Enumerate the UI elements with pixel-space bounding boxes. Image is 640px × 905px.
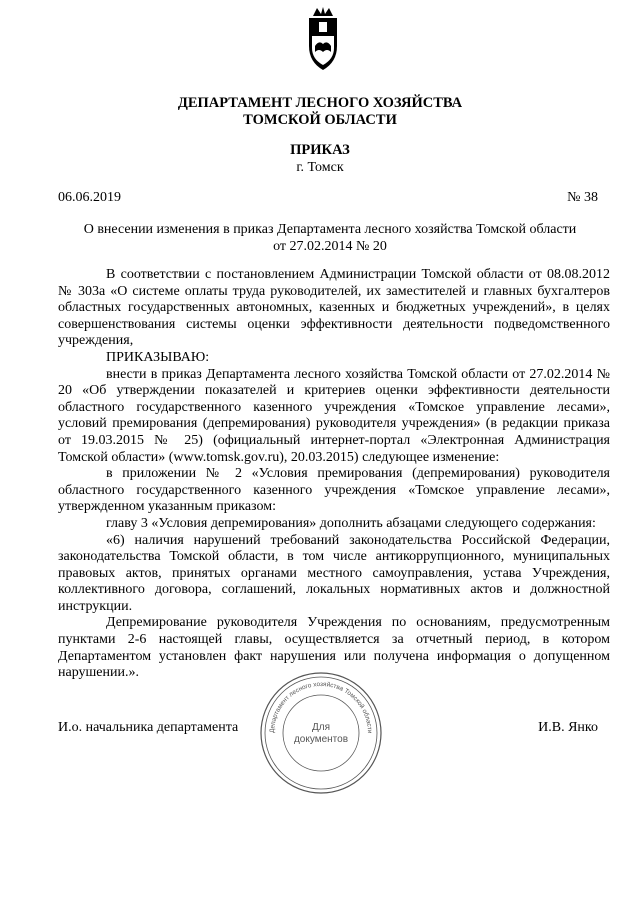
department-name-line1: ДЕПАРТАМЕНТ ЛЕСНОГО ХОЗЯЙСТВА [177,95,463,111]
subject-line2: от 27.02.2014 № 20 [273,239,387,254]
paragraph-chapter: главу 3 «Условия депремирования» дополнить абзацами следующего содержания: [106,515,596,531]
document-subject [40,221,620,255]
document-body [58,267,610,682]
paragraph-item-6: «6) наличия нарушений требований законодательства Российской Федерации, законодательства Томской области, в том числе антикоррупционного, муниципальных правовых актов, принятых органами местного самоуправления, устава Учреждения, коллективного договора, соглашений, локальных нормативных актов и должностной инструкции. [58,532,610,614]
document-date: 06.06.2019 [58,190,121,205]
paragraph-depremiation: Депремирование руководителя Учреждения по основаниям, предусмотренным пунктами 2-6 настоящей главы, осуществляется за отчетный период, в котором Департаментом установлен факт нарушения или получена информация о допущенном нарушении.». [58,615,610,681]
department-name-line2: ТОМСКОЙ ОБЛАСТИ [243,112,397,128]
department-name [0,95,640,129]
signatory-position: И.о. начальника департамента [58,720,239,735]
stamp-outer-text: Департамент лесного хозяйства Томской области [268,680,374,734]
stamp-center-line1: Для [311,722,331,733]
document-type: ПРИКАЗ [290,142,350,158]
coat-of-arms-icon [299,6,347,72]
official-stamp [258,670,384,796]
subject-line1: О внесении изменения в приказ Департамента лесного хозяйства Томской области [83,222,577,237]
paragraph-appendix: в приложении № 2 «Условия премирования (депремирования) руководителя областного государственного казенного учреждения «Томское управление лесами», утвержденном указанным приказом: [58,466,610,515]
signatory-name: И.В. Янко [538,720,598,735]
paragraph-amendment: внести в приказ Департамента лесного хозяйства Томской области от 27.02.2014 № 20 «Об утверждении показателей и критериев оценки эффективности деятельности областного государственного казенного учреждения «Томское управление лесами», условий премирования (депремирования) руководителя учреждения» (в редакции приказа от 19.03.2015 № 25) (официальный интернет-портал «Электронная Администрация Томской области» (www.tomsk.gov.ru), 20.03.2015) следующее изменение: [58,366,610,465]
document-number: № 38 [567,190,598,205]
document-city: г. Томск [296,160,344,175]
paragraph-preamble: В соответствии с постановлением Администрации Томской области от 08.08.2012 № 303а «О системе оплаты труда руководителей, их заместителей и главных бухгалтеров областных государственных автономных, казенных и бюджетных учреждений», в целях совершенствования системы оценки эффективности деятельности подведомственного учреждения, [58,267,610,349]
paragraph-order-word: ПРИКАЗЫВАЮ: [106,349,210,365]
stamp-center-line2: документов [293,734,349,745]
